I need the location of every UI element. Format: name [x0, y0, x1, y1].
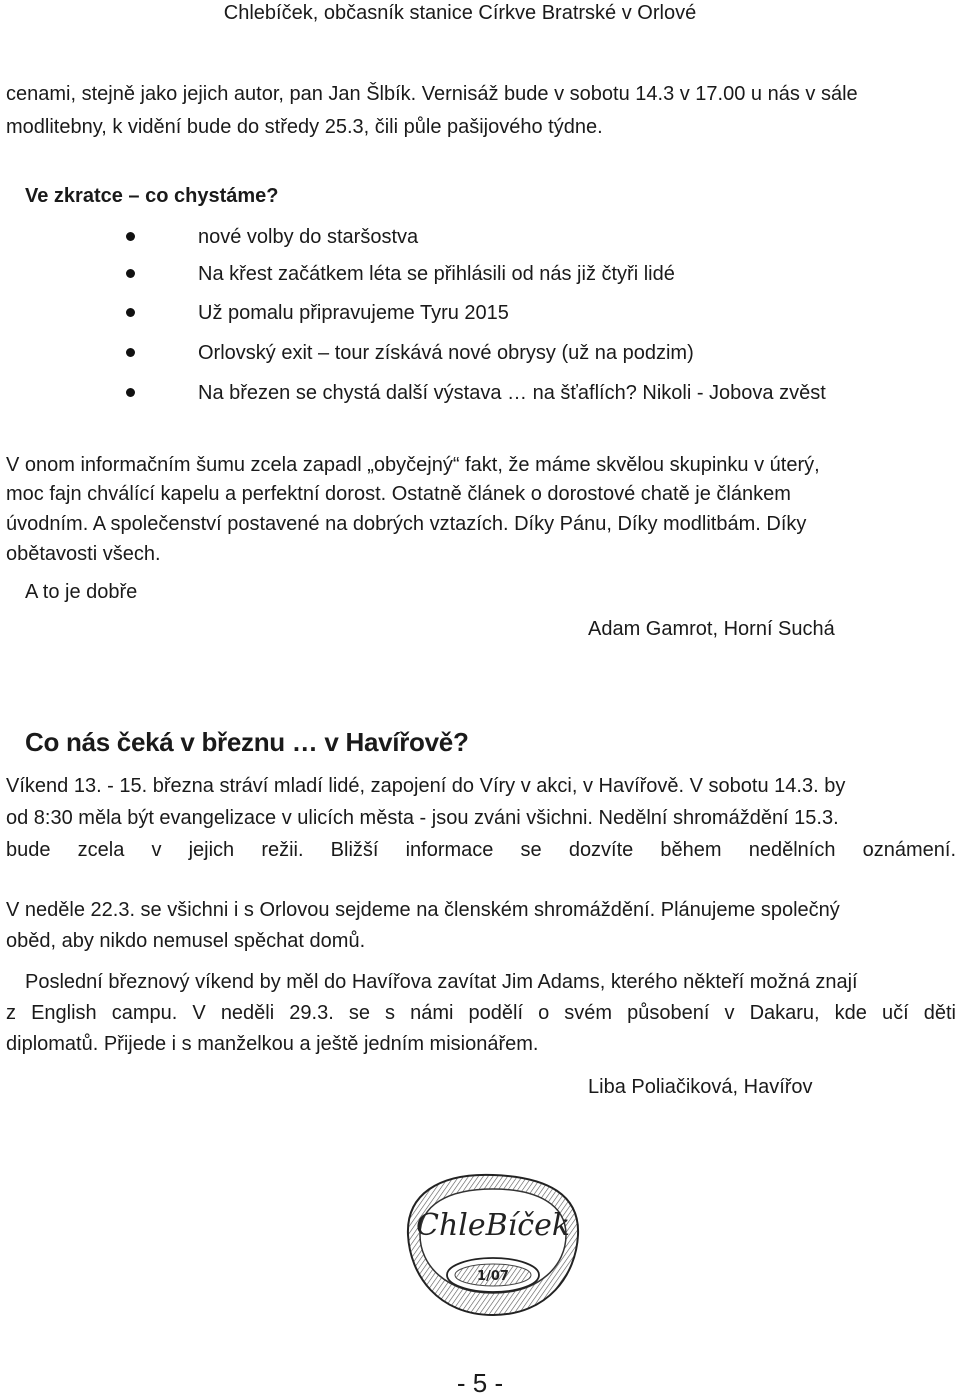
paragraph-line: Poslední březnový víkend by měl do Havířova zavítat Jim Adams, kterého někteří možná znají [25, 971, 858, 993]
paragraph-line: bude zcela v jejich režii. Bližší informace se dozvíte během nedělních oznámení. [6, 839, 956, 861]
chlebicek-logo [398, 1165, 588, 1345]
section-heading: Co nás čeká v březnu … v Havířově? [25, 727, 469, 757]
plan-item: Na křest začátkem léta se přihlásili od nás již čtyři lidé [198, 263, 675, 285]
plan-item: Orlovský exit – tour získává nové obrysy (už na podzim) [198, 342, 694, 364]
bullet-icon [126, 388, 135, 397]
signature-liba: Liba Poliačiková, Havířov [588, 1076, 813, 1098]
paragraph-line: Víkend 13. - 15. března stráví mladí lidé, zapojení do Víry v akci, v Havířově. V sobotu 14.3. by [6, 775, 846, 797]
paragraph-line: V onom informačním šumu zcela zapadl „obyčejný“ fakt, že máme skvělou skupinku v úterý, [6, 454, 820, 476]
signature-adam: Adam Gamrot, Horní Suchá [588, 618, 835, 640]
plan-item: nové volby do staršostva [198, 226, 419, 248]
intro-line-1: cenami, stejně jako jejich autor, pan Jan Šlbík. Vernisáž bude v sobotu 14.3 v 17.00 u nás v sále [6, 83, 858, 105]
bullet-icon [126, 232, 135, 241]
intro-line-2: modlitebny, k vidění bude do středy 25.3, čili půle pašijového týdne. [6, 116, 603, 138]
bullet-icon [126, 308, 135, 317]
plan-item: Už pomalu připravujeme Tyru 2015 [198, 302, 509, 324]
page-header: Chlebíček, občasník stanice Církve Bratrské v Orlové [223, 2, 697, 24]
plans-heading: Ve zkratce – co chystáme? [25, 185, 279, 207]
logo-subtext: 1/07 [477, 1269, 509, 1284]
logo-text: ChleBíček [416, 1208, 570, 1243]
bullet-icon [126, 269, 135, 278]
paragraph-line: od 8:30 měla být evangelizace v ulicích města - jsou zváni všichni. Nedělní shromáždění 15.3. [6, 807, 839, 829]
paragraph-line: úvodním. A společenství postavené na dobrých vztazích. Díky Pánu, Díky modlitbám. Díky [6, 513, 807, 535]
paragraph-line: obětavosti všech. [6, 543, 161, 565]
closing-line: A to je dobře [25, 581, 138, 603]
paragraph-line: moc fajn chválící kapelu a perfektní dorost. Ostatně článek o dorostové chatě je článkem [6, 483, 791, 505]
paragraph-line: z English campu. V neděli 29.3. se s námi podělí o svém působení v Dakaru, kde učí děti [6, 1002, 956, 1024]
plan-item: Na březen se chystá další výstava … na šťaflích? Nikoli - Jobova zvěst [198, 382, 826, 404]
paragraph-line: V neděle 22.3. se všichni i s Orlovou sejdeme na členském shromáždění. Plánujeme společný [6, 899, 840, 921]
paragraph-line: diplomatů. Přijede i s manželkou a ještě jedním misionářem. [6, 1033, 539, 1055]
paragraph-line: oběd, aby nikdo nemusel spěchat domů. [6, 930, 366, 952]
bullet-icon [126, 348, 135, 357]
page-number: - 5 - [456, 1368, 504, 1398]
